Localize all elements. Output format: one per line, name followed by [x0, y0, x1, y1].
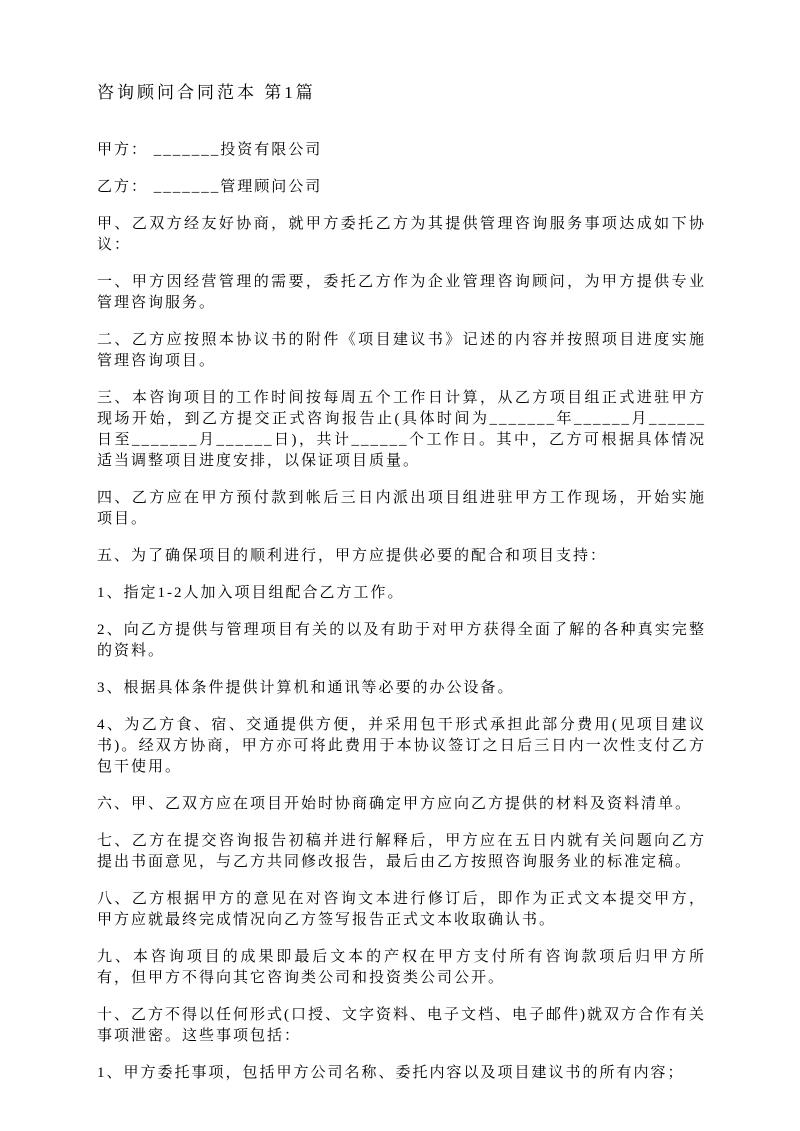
- paragraph-clause-5-item-2: 2、向乙方提供与管理项目有关的以及有助于对甲方获得全面了解的各种真实完整的资料。: [97, 622, 706, 659]
- paragraph-clause-1: 一、甲方因经营管理的需要，委托乙方作为企业管理咨询顾问，为甲方提供专业管理咨询服务。: [97, 274, 706, 311]
- paragraph-clause-10: 十、乙方不得以任何形式(口授、文字资料、电子文档、电子邮件)就双方合作有关事项泄密。这些事项包括：: [97, 1007, 706, 1044]
- paragraph-clause-5: 五、为了确保项目的顺利进行，甲方应提供必要的配合和项目支持：: [97, 548, 608, 564]
- paragraph-clause-9: 九、本咨询项目的成果即最后文本的产权在甲方支付所有咨询款项后归甲方所有，但甲方不得向其它咨询类公司和投资类公司公开。: [97, 949, 706, 986]
- paragraph-clause-3: 三、本咨询项目的工作时间按每周五个工作日计算，从乙方项目组正式进驻甲方现场开始，到乙方提交正式咨询报告止(具体时间为_______年______月______日至_______月______日)，共计______个工作日。其中，乙方可根据具体情况适当调整项目进度安排，以保证项目质量。: [97, 390, 706, 469]
- paragraph-clause-5-item-3: 3、根据具体条件提供计算机和通讯等必要的办公设备。: [97, 680, 515, 696]
- paragraph-clause-2: 二、乙方应按照本协议书的附件《项目建议书》记述的内容并按照项目进度实施管理咨询项目。: [97, 332, 706, 369]
- paragraph-clause-6: 六、甲、乙双方应在项目开始时协商确定甲方应向乙方提供的材料及资料清单。: [97, 796, 693, 812]
- paragraph-preamble: 甲、乙双方经友好协商，就甲方委托乙方为其提供管理咨询服务事项达成如下协议：: [97, 216, 706, 253]
- paragraph-clause-4: 四、乙方应在甲方预付款到帐后三日内派出项目组进驻甲方工作现场，开始实施项目。: [97, 490, 706, 527]
- paragraph-clause-8: 八、乙方根据甲方的意见在对咨询文本进行修订后，即作为正式文本提交甲方，甲方应就最终完成情况向乙方签写报告正式文本收取确认书。: [97, 891, 706, 928]
- document-title: 咨询顾问合同范本 第1篇: [97, 83, 316, 102]
- paragraph-clause-7: 七、乙方在提交咨询报告初稿并进行解释后，甲方应在五日内就有关问题向乙方提出书面意见，与乙方共同修改报告，最后由乙方按照咨询服务业的标准定稿。: [97, 833, 706, 870]
- paragraph-party-a: 甲方： _______投资有限公司: [97, 142, 323, 158]
- paragraph-clause-5-item-4: 4、为乙方食、宿、交通提供方便，并采用包干形式承担此部分费用(见项目建议书)。经双方协商，甲方亦可将此费用于本协议签订之日后三日内一次性支付乙方包干使用。: [97, 717, 706, 775]
- paragraph-clause-5-item-1: 1、指定1-2人加入项目组配合乙方工作。: [97, 585, 405, 601]
- paragraph-party-b: 乙方： _______管理顾问公司: [97, 179, 323, 195]
- paragraph-clause-10-item-1: 1、甲方委托事项，包括甲方公司名称、委托内容以及项目建议书的所有内容；: [97, 1065, 685, 1081]
